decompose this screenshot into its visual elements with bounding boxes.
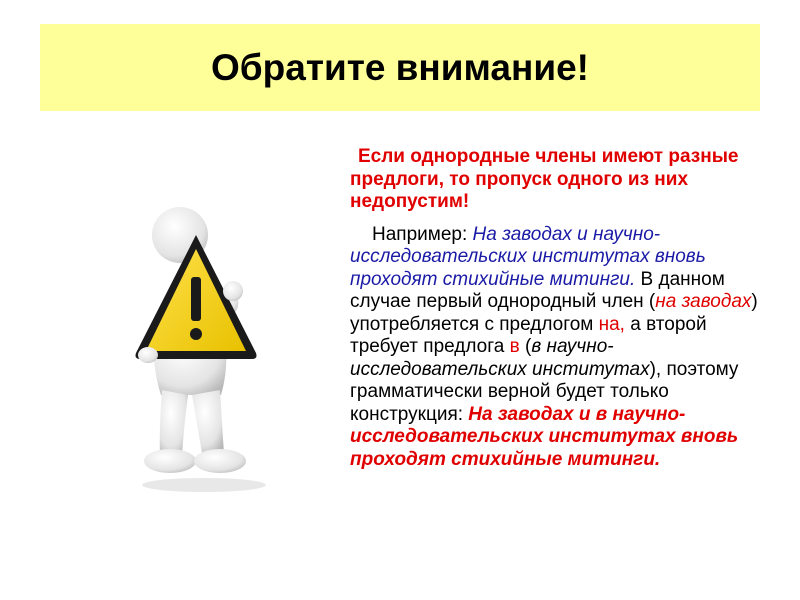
explanation-part-5: ), поэтому грамматически верной будет только конструкция: (350, 358, 739, 425)
example-sentence: На заводах и научно-исследовательских институтах вновь проходят стихийные митинги. (350, 223, 706, 290)
explanation-part-4: ( (519, 336, 532, 357)
page-title: Обратите внимание! (211, 46, 589, 88)
explanation-highlight-3: в (509, 336, 520, 357)
title-bar (40, 24, 760, 111)
explanation-part-3: а второй требует предлога (350, 313, 707, 357)
warning-figure (126, 205, 276, 495)
rule-text: Если однородные члены имеют разные предлоги, то пропуск одного из них недопустим! (350, 146, 739, 212)
person-holding-warning-sign-icon (126, 205, 276, 495)
explanation-highlight-2: на, (598, 313, 625, 335)
explanation-italic: в научно-исследовательских институтах (350, 336, 650, 380)
correct-construction: На заводах и в научно-исследовательских институтах вновь проходят стихийные митинги. (350, 403, 739, 470)
example-paragraph (350, 224, 770, 472)
explanation-part-1: В данном случае первый однородный член ( (350, 268, 725, 312)
text-block (350, 146, 770, 471)
explanation-highlight-1: на заводах (655, 291, 752, 312)
explanation-part-2: ) употребляется с предлогом (350, 291, 758, 335)
example-intro: Например: (372, 223, 468, 245)
